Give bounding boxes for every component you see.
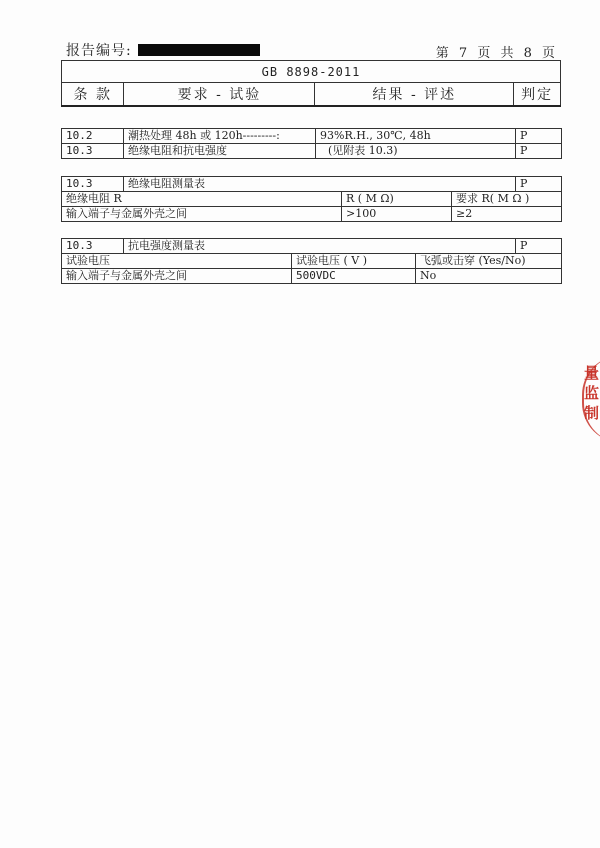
column-clause: 条 款 bbox=[62, 83, 124, 107]
clause-number: 10.2 bbox=[62, 129, 124, 144]
clause-table bbox=[61, 128, 562, 159]
table-row bbox=[62, 144, 562, 159]
table-title-row bbox=[62, 239, 562, 254]
breakdown-result: No bbox=[416, 269, 562, 284]
column-header: 要求 R( M Ω ) bbox=[452, 192, 562, 207]
column-header: 试验电压 bbox=[62, 254, 292, 269]
column-result: 结果 - 评述 bbox=[315, 83, 514, 107]
verdict: P bbox=[516, 239, 562, 254]
table-title: 抗电强度测量表 bbox=[124, 239, 516, 254]
verdict: P bbox=[516, 129, 562, 144]
test-location: 输入端子与金属外壳之间 bbox=[62, 269, 292, 284]
column-requirement: 要求 - 试验 bbox=[124, 83, 315, 107]
result-text: 93%R.H., 30℃, 48h bbox=[316, 129, 516, 144]
redacted-report-number bbox=[138, 44, 260, 56]
clause-number: 10.3 bbox=[62, 144, 124, 159]
column-header: 试验电压 ( V ) bbox=[292, 254, 416, 269]
verdict: P bbox=[516, 144, 562, 159]
table-title-row bbox=[62, 177, 562, 192]
measurement-location: 输入端子与金属外壳之间 bbox=[62, 207, 342, 222]
measured-value: >100 bbox=[342, 207, 452, 222]
seal-characters bbox=[584, 363, 599, 423]
standard-number: GB 8898-2011 bbox=[62, 61, 561, 83]
required-value: ≥2 bbox=[452, 207, 562, 222]
red-seal-stamp bbox=[578, 355, 600, 440]
verdict: P bbox=[516, 177, 562, 192]
clause-number: 10.3 bbox=[62, 177, 124, 192]
report-number bbox=[66, 40, 260, 60]
table-row bbox=[62, 269, 562, 284]
standard-header-table bbox=[61, 60, 561, 107]
seal-char: 制 bbox=[584, 404, 600, 422]
column-header: 绝缘电阻 R bbox=[62, 192, 342, 207]
electric-strength-table bbox=[61, 238, 562, 284]
seal-char: 监 bbox=[584, 384, 600, 402]
test-voltage: 500VDC bbox=[292, 269, 416, 284]
table-header-row bbox=[62, 254, 562, 269]
table-title: 绝缘电阻测量表 bbox=[124, 177, 516, 192]
column-header: R ( M Ω) bbox=[342, 192, 452, 207]
clause-number: 10.3 bbox=[62, 239, 124, 254]
requirement-text: 绝缘电阻和抗电强度 bbox=[124, 144, 316, 159]
table-header-row bbox=[62, 192, 562, 207]
table-row bbox=[62, 207, 562, 222]
table-row bbox=[62, 129, 562, 144]
result-text: (见附表 10.3) bbox=[316, 144, 516, 159]
report-number-label: 报告编号: bbox=[66, 43, 132, 59]
page-indicator: 第 7 页 共 8 页 bbox=[435, 46, 558, 61]
insulation-resistance-table bbox=[61, 176, 562, 222]
seal-char: 量 bbox=[584, 364, 600, 382]
column-verdict: 判定 bbox=[514, 83, 561, 107]
requirement-text: 潮热处理 48h 或 120h---------: bbox=[124, 129, 316, 144]
column-header: 飞弧或击穿 (Yes/No) bbox=[416, 254, 562, 269]
